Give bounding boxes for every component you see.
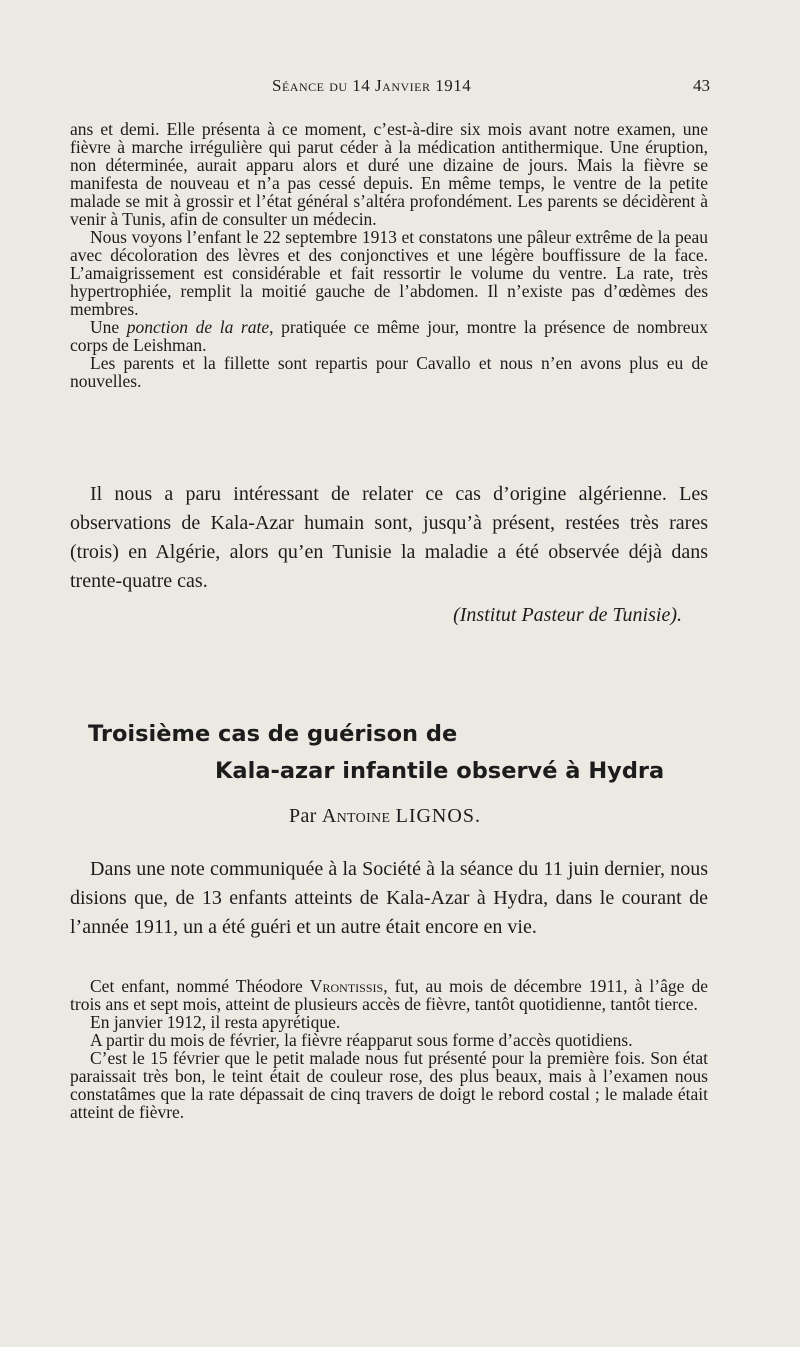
paragraph-fever-return: A partir du mois de février, la fièvre réapparut sous forme d’accès quotidiens. [90,1030,633,1050]
paragraph-first-visit: C’est le 15 février que le petit malade nous fut présenté pour la première fois. Son état paraissait très bon, le teint était de couleur rose, des plus beaux, mais à l’examen nous constatâmes que la rate dépassait de cinq travers de doigt le rebord costal ; le malade était atteint de fièvre. [70,1048,708,1122]
author-last-name: LIGNOS. [395,805,481,827]
article-title-line-1: Troisième cas de guérison de [88,721,458,747]
case-two-text [70,977,708,1121]
paragraph-conclusion: Il nous a paru intéressant de relater ce cas d’origine algérienne. Les observations de Kala-Azar humain sont, jusqu’à présent, restées très rares (trois) en Algérie, alors qu’en Tunisie la maladie a été observée déjà dans trente-quatre cas. [70,483,708,592]
conclusion-text [70,480,708,596]
text-run: Cet enfant, nommé Théodore [90,976,310,996]
patient-name: Vrontissis [309,976,384,996]
institution-signature: (Institut Pasteur de Tunisie). [453,604,682,626]
text-run: , pratiquée ce même jour, montre la présence de nombreux corps de Leishman. [70,317,709,355]
intro-text [70,855,708,942]
author-first-name: Antoine [321,805,391,827]
running-title: Séance du 14 Janvier 1914 [272,76,472,95]
page-header [0,76,800,100]
paragraph-follow-up: Les parents et la fillette sont repartis pour Cavallo et nous n’en avons plus eu de nouvelles. [70,353,708,391]
article-title-line-2: Kala-azar infantile observé à Hydra [215,758,665,784]
text-run: Une [90,317,127,337]
page-number: 43 [693,76,710,95]
text-run: , fut, au mois de décembre 1911, à l’âge de trois ans et sept mois, atteint de plusieurs accès de fièvre, tantôt quotidienne, tantôt tierce. [70,976,708,1014]
paragraph-history: ans et demi. Elle présenta à ce moment, c’est-à-dire six mois avant notre examen, une fièvre à marche irrégulière qui parut céder à la médication antithermique. Une éruption, non déterminée, aurait apparu alors et duré une dizaine de jours. Mais la fièvre se manifesta de nouveau et n’a pas cessé depuis. En même temps, le ventre de la petite malade se mit à grossir et l’état général s’altéra profondément. Les parents se décidèrent à venir à Tunis, afin de consulter un médecin. [70,119,708,229]
paragraph-intro: Dans une note communiquée à la Société à la séance du 11 juin dernier, nous disions que, de 13 enfants atteints de Kala-Azar à Hydra, dans le courant de l’année 1911, un a été guéri et un autre était encore en vie. [70,858,708,938]
paragraph-case-onset [70,977,708,1013]
byline-prefix: Par [289,805,317,827]
paragraph-examination: Nous voyons l’enfant le 22 septembre 1913 et constatons une pâleur extrême de la peau avec décoloration des lèvres et des conjonctives et une légère bouffissure de la face. L’amaigrissement est considérable et fait ressortir le volume du ventre. La rate, très hypertrophiée, remplit la moitié gauche de l’abdomen. Il n’existe pas d’œdèmes des membres. [70,227,708,319]
article-title [88,716,708,790]
paragraph-spleen-puncture [70,318,708,354]
emphasis-run: ponction de la rate [126,317,270,337]
paragraph-apyretic: En janvier 1912, il resta apyrétique. [90,1012,341,1032]
byline [0,805,770,828]
case-one-text [70,120,708,390]
